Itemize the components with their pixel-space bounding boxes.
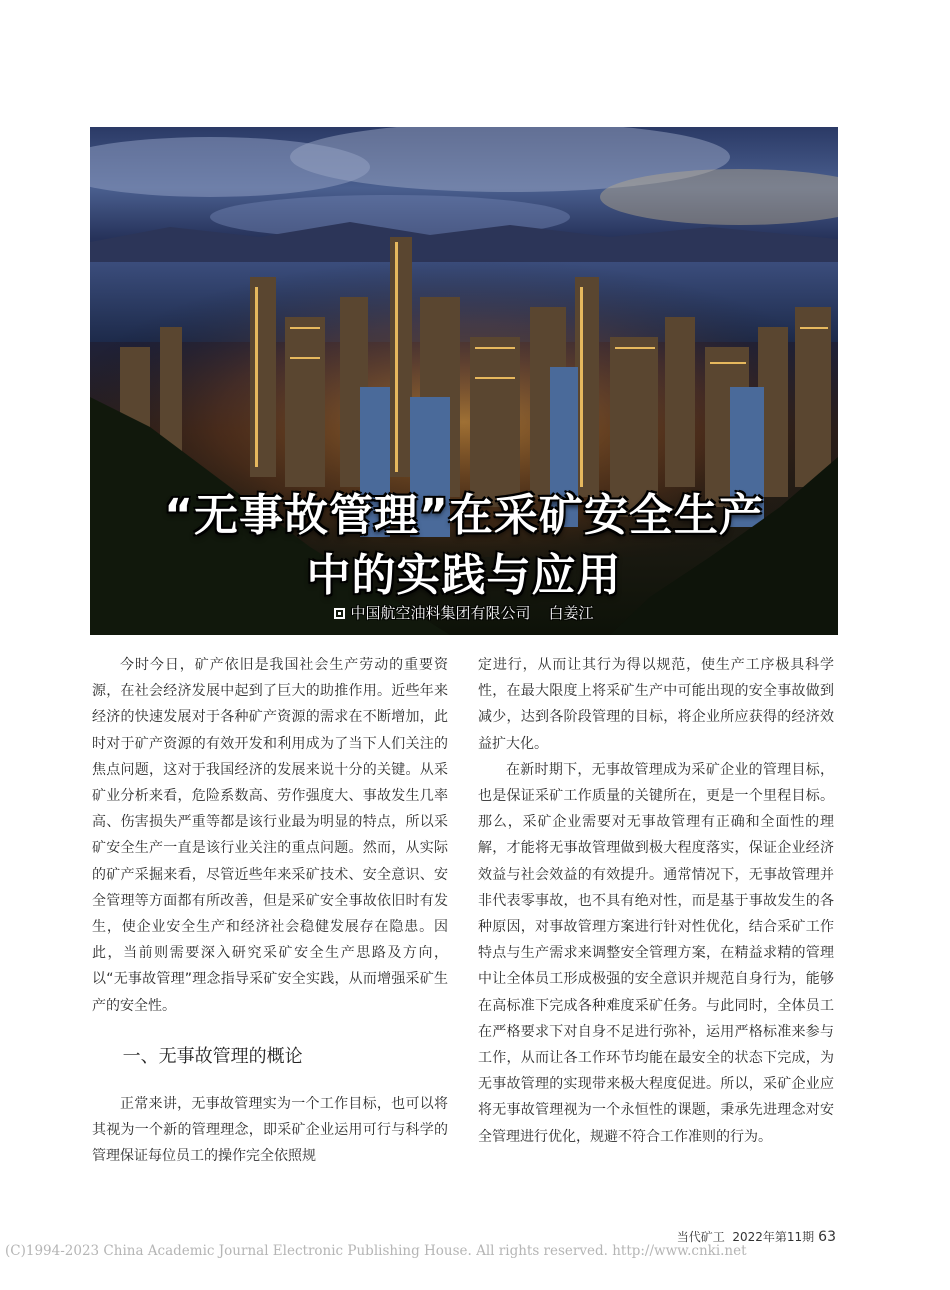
intro-paragraph: 今时今日，矿产依旧是我国社会生产劳动的重要资源，在社会经济发展中起到了巨大的助推作用。近些年来经济的快速发展对于各种矿产资源的需求在不断增加，此时对于矿产资源的有效开发和利用成为了当下人们关注的焦点问题，这对于我国经济的发展来说十分的关键。从采矿业分析来看，危险系数高、劳作强度大、事故发生几率高、伤害损失严重等都是该行业最为明显的特点，所以采矿安全生产一直是该行业关注的重点问题。然而，从实际的矿产采掘来看，尽管近些年来采矿技术、安全意识、安全管理等方面都有所改善，但是采矿安全事故依旧时有发生，使企业安全生产和经济社会稳健发展存在隐患。因此，当前则需要深入研究采矿安全生产思路及方向，以“无事故管理”理念指导采矿安全实践，从而增强采矿生产的安全性。 — [92, 657, 448, 1014]
journal-issue: 2022年第11期 — [732, 1230, 815, 1244]
journal-name: 当代矿工 — [676, 1230, 725, 1244]
copyright-notice: (C)1994-2023 China Academic Journal Electronic Publishing House. All rights reserved. http://www.cnki.net — [5, 1243, 747, 1259]
article-title-line-1: “无事故管理”在采矿安全生产 — [164, 490, 764, 541]
left-column — [92, 652, 448, 1169]
square-bullet-icon — [334, 608, 345, 619]
author-name: 白姜江 — [548, 604, 594, 622]
byline — [90, 602, 838, 623]
hero-image — [90, 127, 838, 635]
section-paragraph: 正常来讲，无事故管理实为一个工作目标，也可以将其视为一个新的管理理念，即采矿企业运用可行与科学的管理保证每位员工的操作完全依照规 — [92, 1095, 448, 1165]
right-column — [478, 652, 834, 1150]
author-affiliation: 中国航空油料集团有限公司 — [350, 604, 531, 622]
article-title-line-2: 中的实践与应用 — [306, 550, 622, 601]
page-number: 63 — [818, 1229, 836, 1245]
continued-paragraph: 定进行，从而让其行为得以规范，使生产工序极具科学性，在最大限度上将采矿生产中可能出现的安全事故做到减少，达到各阶段管理的目标，将企业所应获得的经济效益扩大化。 — [478, 657, 834, 752]
section-heading: 一、无事故管理的概论 — [122, 1045, 303, 1067]
body-paragraph: 在新时期下，无事故管理成为采矿企业的管理目标，也是保证采矿工作质量的关键所在，更是一个里程目标。那么，采矿企业需要对无事故管理有正确和全面性的理解，才能将无事故管理做到极大程度落实，保证企业经济效益与社会效益的有效提升。通常情况下，无事故管理并非代表零事故，也不具有绝对性，而是基于事故发生的各种原因，对事故管理方案进行针对性优化，结合采矿工作特点与生产需求来调整安全管理方案，在精益求精的管理中让全体员工形成极强的安全意识并规范自身行为，能够在高标准下完成各种难度采矿任务。与此同时，全体员工在严格要求下对自身不足进行弥补，运用严格标准来参与工作，从而让各工作环节均能在最安全的状态下完成，为无事故管理的实现带来极大程度促进。所以，采矿企业应将无事故管理视为一个永恒性的课题，秉承先进理念对安全管理进行优化，规避不符合工作准则的行为。 — [478, 761, 834, 1145]
